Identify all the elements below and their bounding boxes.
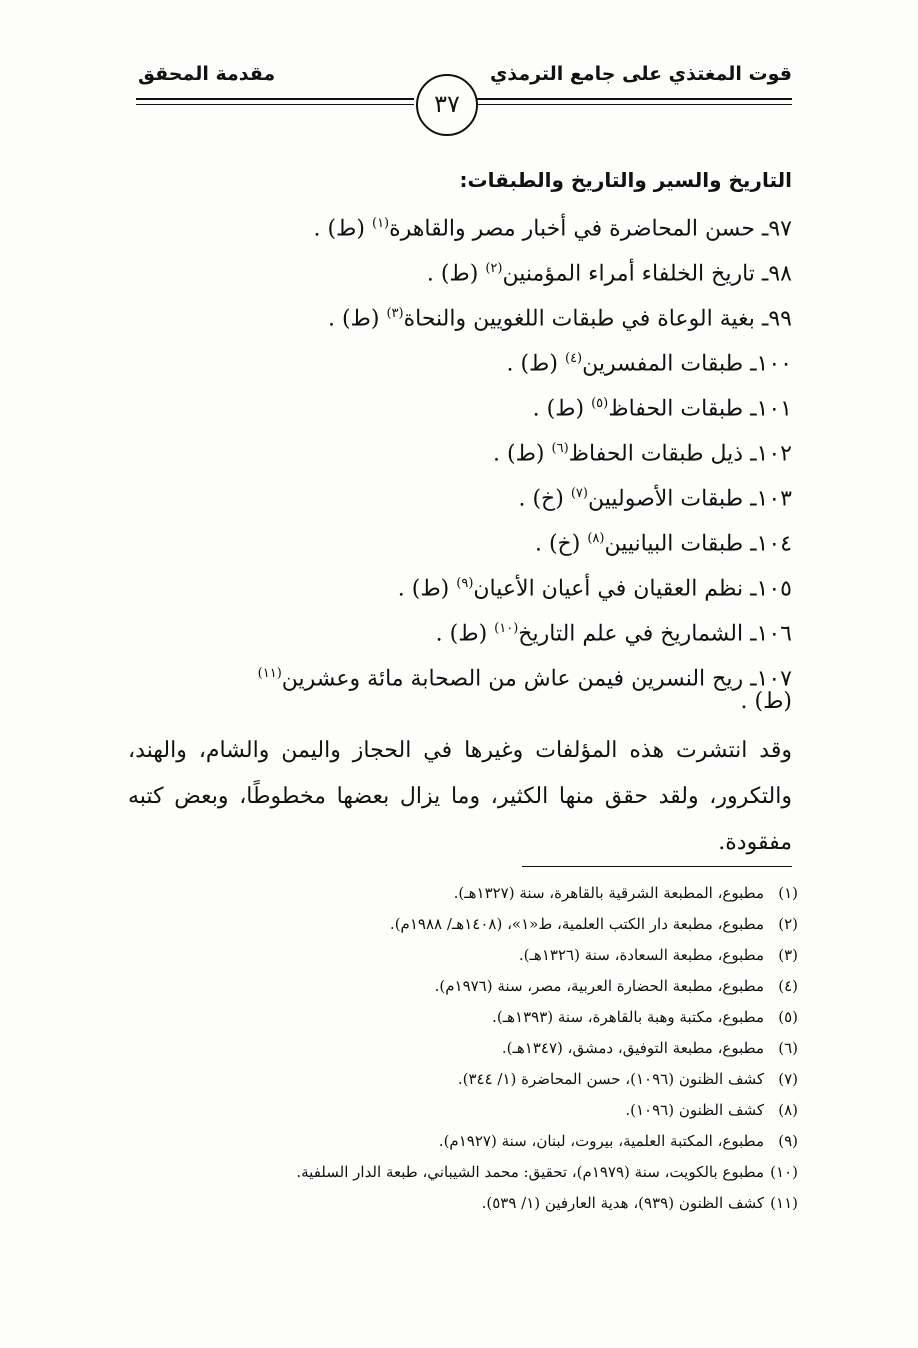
item-title: ١٠٣ـ طبقات الأصوليين	[587, 486, 792, 512]
footnote-ref: (٥)	[591, 396, 609, 411]
footnote-number: (٨)	[778, 1101, 798, 1119]
footnote-text: كشف الظنون (١٠٩٦).	[625, 1101, 764, 1119]
footnote	[296, 1188, 798, 1219]
footnote	[296, 1095, 798, 1126]
item-status: (خ) .	[518, 486, 571, 512]
item-status: (ط) .	[327, 306, 387, 332]
footnote-ref: (٤)	[564, 351, 583, 366]
footnote-number: (٤)	[778, 977, 798, 995]
footnote	[296, 1126, 798, 1157]
footnote	[296, 971, 798, 1002]
footnote-ref: (١١)	[257, 666, 282, 681]
body-paragraph: وقد انتشرت هذه المؤلفات وغيرها في الحجاز واليمن والشام، والهند، والتكرور، ولقد حقق منها الكثير، وما يزال بعضها مخطوطًا، وبعض كتبه مفقودة.	[128, 738, 792, 855]
footnote-ref: (٧)	[570, 486, 588, 501]
footnote-ref: (٦)	[551, 441, 569, 456]
footnote	[296, 940, 798, 971]
list-item	[258, 518, 792, 563]
footnote-separator	[522, 866, 792, 867]
footnote-number: (٢)	[778, 915, 798, 933]
footnote-ref: (٩)	[456, 576, 474, 591]
footnote-number: (١)	[778, 884, 798, 902]
footnote	[296, 1033, 798, 1064]
footnote	[296, 1157, 798, 1188]
item-title: ٩٨ـ تاريخ الخلفاء أمراء المؤمنين	[502, 261, 792, 287]
item-title: ١٠٧ـ ريح النسرين فيمن عاش من الصحابة مائة وعشرين	[281, 666, 792, 692]
header-rule-left-bottom	[136, 104, 414, 105]
footnote-number: (٦)	[778, 1039, 798, 1057]
item-status: (ط) .	[435, 621, 495, 647]
footnote-text: مطبوع، المكتبة العلمية، بيروت، لبنان، سنة (١٩٢٧م).	[438, 1132, 764, 1150]
item-title: ٩٩ـ بغية الوعاة في طبقات اللغويين والنحاة	[403, 306, 792, 332]
footnote-text: كشف الظنون (١٠٩٦)، حسن المحاضرة (١/ ٣٤٤).	[457, 1070, 764, 1088]
header-rule-right-bottom	[476, 104, 792, 105]
item-status-continuation: (ط) .	[740, 689, 792, 714]
list-item	[258, 563, 792, 608]
item-status: (ط) .	[493, 441, 552, 467]
footnote-text: مطبوع، مطبعة التوفيق، دمشق، (١٣٤٧هـ).	[501, 1039, 764, 1057]
list-item	[258, 473, 792, 518]
footnote-number: (١١)	[770, 1194, 798, 1212]
list-item	[258, 428, 792, 473]
item-status: (ط) .	[397, 576, 457, 602]
item-title: ٩٧ـ حسن المحاضرة في أخبار مصر والقاهرة	[389, 216, 792, 242]
list-item	[258, 248, 792, 293]
footnote	[296, 1064, 798, 1095]
item-title: ١٠٢ـ ذيل طبقات الحفاظ	[568, 441, 792, 467]
item-status: (خ) .	[534, 531, 588, 557]
footnote-number: (٥)	[778, 1008, 798, 1026]
item-title: ١٠٦ـ الشماريخ في علم التاريخ	[518, 621, 792, 647]
item-title: ١٠٥ـ نظم العقيان في أعيان الأعيان	[473, 576, 792, 602]
item-status: (ط) .	[426, 261, 486, 287]
footnote-ref: (٣)	[386, 306, 404, 321]
footnote	[296, 878, 798, 909]
item-title: ١٠١ـ طبقات الحفاظ	[608, 396, 792, 422]
footnote-number: (٣)	[778, 946, 798, 964]
list-item	[258, 653, 792, 698]
footnote-ref: (١٠)	[494, 621, 519, 636]
footnote-text: مطبوع، مطبعة الحضارة العربية، مصر، سنة (١٩٧٦م).	[434, 977, 764, 995]
footnote-ref: (٢)	[485, 261, 503, 276]
item-status: (ط) .	[532, 396, 592, 422]
header-rule-right-top	[476, 98, 792, 100]
list-item	[258, 608, 792, 653]
works-list	[258, 203, 792, 698]
footnote-text: مطبوع، مطبعة دار الكتب العلمية، ط«١»، (١٤٠٨هـ/ ١٩٨٨م).	[389, 915, 764, 933]
footnote-text: كشف الظنون (٩٣٩)، هدية العارفين (١/ ٥٣٩).	[481, 1194, 764, 1212]
list-item	[258, 293, 792, 338]
item-status: (ط) .	[506, 351, 565, 377]
footnote-number: (٧)	[778, 1070, 798, 1088]
item-title: ١٠٤ـ طبقات البيانيين	[604, 531, 792, 557]
footnote-number: (٩)	[778, 1132, 798, 1150]
footnote	[296, 1002, 798, 1033]
header-rule-left-top	[136, 98, 414, 100]
footnote	[296, 909, 798, 940]
footnotes	[296, 878, 798, 1219]
list-item	[258, 338, 792, 383]
footnote-number: (١٠)	[770, 1163, 798, 1181]
footnote-text: مطبوع، مكتبة وهبة بالقاهرة، سنة (١٣٩٣هـ).	[492, 1008, 764, 1026]
running-header-book-title: قوت المغتذي على جامع الترمذي	[489, 63, 792, 85]
footnote-text: مطبوع بالكويت، سنة (١٩٧٩م)، تحقيق: محمد الشيباني، طبعة الدار السلفية.	[296, 1163, 764, 1181]
list-item	[258, 203, 792, 248]
footnote-text: مطبوع، المطبعة الشرقية بالقاهرة، سنة (١٣٢٧هـ).	[453, 884, 764, 902]
footnote-text: مطبوع، مطبعة السعادة، سنة (١٣٢٦هـ).	[518, 946, 764, 964]
footnote-ref: (١)	[371, 216, 390, 231]
section-heading: التاريخ والسير والتاريخ والطبقات:	[459, 168, 792, 192]
item-title: ١٠٠ـ طبقات المفسرين	[582, 351, 792, 377]
running-header-section-title: مقدمة المحقق	[138, 63, 276, 85]
footnote-ref: (٨)	[587, 531, 605, 546]
item-status: (ط) .	[313, 216, 372, 242]
list-item	[258, 383, 792, 428]
page-number: ٣٧	[416, 74, 478, 136]
